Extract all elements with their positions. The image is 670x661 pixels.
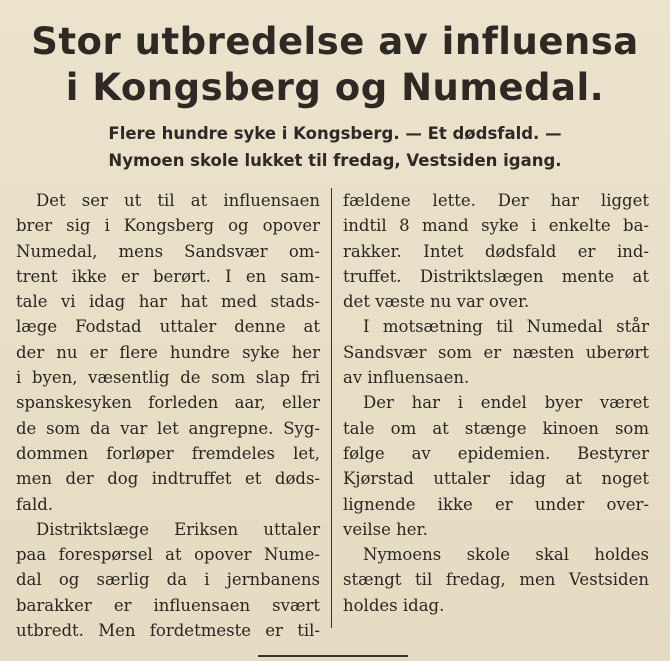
text-line: dal og særlig da i jernbanens [16, 570, 320, 590]
text-line: barakker er influensaen svært [16, 595, 320, 615]
text-line: brer sig i Kongsberg og opover [16, 216, 320, 236]
text-line: stængt til fredag, men Vestsiden [343, 570, 649, 590]
text-line: i byen, væsentlig de som slap fri [16, 368, 320, 388]
text-line: Kjørstad uttaler idag at noget [343, 469, 649, 489]
text-line: følge av epidemien. Bestyrer [343, 443, 649, 463]
text-line: Der har i endel byer været [363, 393, 649, 413]
text-line: lignende ikke er under over- [343, 494, 649, 514]
article-column-left [16, 188, 320, 643]
headline-line-1: Stor utbredelse av influensa [31, 20, 639, 63]
text-line: Det ser ut til at influensaen [36, 191, 320, 210]
text-line: Sandsvær som er næsten uberørt [343, 342, 649, 362]
text-line: tale vi idag har hat med stads- [16, 292, 320, 312]
text-line: de som da var let angrepne. Syg- [16, 418, 320, 438]
text-line: Distriktslæge Eriksen uttaler [36, 519, 320, 539]
text-line: Nymoens skole skal holdes [363, 545, 649, 565]
text-line: indtil 8 mand syke i enkelte ba- [343, 216, 649, 236]
headline-line-2: i Kongsberg og Numedal. [65, 66, 605, 109]
text-line: I motsætning til Numedal står [363, 317, 649, 337]
text-line: paa forespørsel at opover Nume- [16, 545, 320, 565]
article-column-right [343, 188, 649, 618]
text-line: tale om at stænge kinoen som [343, 418, 649, 438]
text-line: det væste nu var over. [343, 292, 530, 312]
text-line: trent ikke er berørt. I en sam- [16, 266, 320, 286]
text-line: spanskesyken forleden aar, eller [16, 393, 320, 413]
text-line: fældene lette. Der har ligget [343, 191, 649, 210]
text-line: veilse her. [343, 519, 428, 539]
subheadline-line-2: Nymoen skole lukket til fredag, Vestsiden igang. [108, 151, 562, 170]
text-line: utbredt. Men fordetmeste er til- [16, 621, 320, 641]
text-line: men der dog indtruffet et døds- [16, 469, 320, 489]
text-line: der nu er flere hundre syke her [16, 342, 320, 362]
text-line: læge Fodstad uttaler denne at [16, 317, 320, 337]
text-line: av influensaen. [343, 368, 470, 388]
subheadline-line-1: Flere hundre syke i Kongsberg. — Et dødsfald. — [108, 124, 562, 143]
text-line: Numedal, mens Sandsvær om- [16, 241, 320, 261]
text-line: fald. [16, 494, 54, 514]
column-divider [331, 188, 332, 628]
text-line: truffet. Distriktslægen mente at [343, 266, 649, 286]
bottom-divider [258, 655, 408, 657]
text-line: rakker. Intet dødsfald er ind- [343, 241, 649, 261]
text-line: holdes idag. [343, 595, 445, 615]
text-line: dommen forløper fremdeles let, [16, 443, 320, 463]
